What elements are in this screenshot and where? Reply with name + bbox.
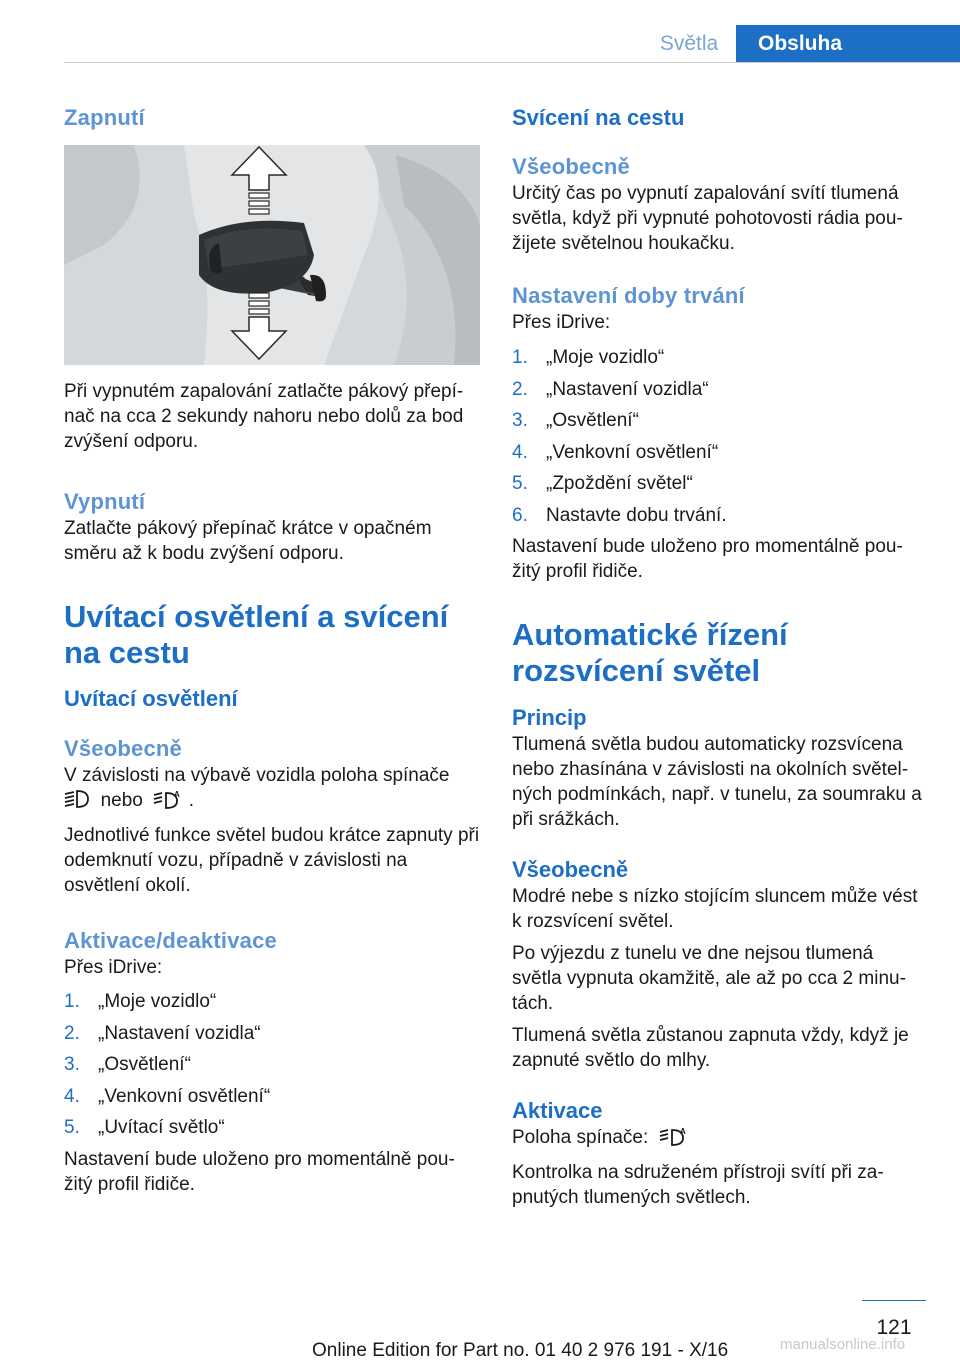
- auto-title: Automatické řízení rozsvícení světel: [512, 617, 788, 688]
- right-column: [512, 96, 926, 1210]
- uvitaci-title: Uvítací osvětlení a svícení na cestu: [64, 599, 449, 670]
- auto-light-icon: [659, 1126, 689, 1153]
- vseobecne-text-nebo: nebo: [100, 790, 143, 811]
- list-item: 5. „Zpoždění světel“: [512, 473, 693, 494]
- aktivace-text-a-label: Poloha spínače:: [512, 1127, 649, 1148]
- footer-rule: [862, 1300, 926, 1301]
- aktivace-text-b: Kontrolka na sdruženém přístroji svítí při za‐pnutých tlumených světlech.: [512, 1162, 884, 1208]
- page-number: 121: [876, 1316, 912, 1339]
- vseobecne-heading-right: Všeobecně: [512, 154, 630, 179]
- uvitaci-subtitle: Uvítací osvětlení: [64, 686, 238, 711]
- light-stalk-icon: [64, 145, 480, 365]
- aktivace-heading: Aktivace: [512, 1098, 603, 1123]
- vseobecne-heading: Všeobecně: [64, 736, 182, 761]
- aktivace-outro: Nastavení bude uloženo pro momentálně pou‐žitý profil řidiče.: [64, 1148, 455, 1195]
- princip-text: Tlumená světla budou automaticky rozsvícena nebo zhasínána v závislosti na okolních světel‐ných podmínkách, např. v tunelu, za soumraku a při srážkách.: [512, 734, 922, 830]
- vseobecne-text-a-part1: V závislosti na výbavě vozidla poloha spínače: [64, 765, 450, 786]
- vseobecne2-heading: Všeobecně: [512, 857, 629, 882]
- list-item: 4. „Venkovní osvětlení“: [512, 441, 719, 463]
- aktivace-text-a: [512, 1125, 926, 1153]
- left-column: [64, 96, 480, 1197]
- vseobecne2-text-a: Modré nebe s nízko stojícím sluncem může vést k rozsvícení světel.: [512, 886, 918, 932]
- vseobecne-text-end: .: [188, 790, 194, 811]
- zapnuti-heading: Zapnutí: [64, 105, 145, 130]
- vseobecne2-text-b: Po výjezdu z tunelu ve dne nejsou tlumená světla vypnuta okamžitě, ale až po cca 2 minu‐tách.: [512, 943, 906, 1014]
- aktivace-deaktivace-heading: Aktivace/deaktivace: [64, 928, 277, 953]
- list-item: 3. „Osvětlení“: [512, 410, 639, 431]
- vypnuti-heading: Vypnutí: [64, 489, 146, 514]
- doba-outro: Nastavení bude uloženo pro momentálně pou‐žitý profil řidiče.: [512, 536, 903, 582]
- section-tab: Světla: [642, 25, 736, 62]
- page-header: [0, 0, 960, 64]
- svic-title: Svícení na cestu: [512, 105, 685, 130]
- doba-intro: Přes iDrive:: [512, 312, 611, 333]
- watermark: manualsonline.info: [780, 1336, 906, 1353]
- vseobecne-text-right: Určitý čas po vypnutí zapalování svítí tlumená světla, když při vypnuté pohotovosti rádia pou‐žijete světelnou houkačku.: [512, 183, 903, 254]
- vseobecne-text-b: Jednotlivé funkce světel budou krátce zapnuty při odemknutí vozu, případně v závislosti na osvětlení okolí.: [64, 825, 480, 896]
- svg-text:A: A: [174, 790, 181, 799]
- zapnuti-text: Při vypnutém zapalování zatlačte pákový přepí‐nač na cca 2 sekundy nahoru nebo dolů za bod zvýšení odporu.: [64, 381, 464, 452]
- light-stalk-illustration: [64, 145, 480, 365]
- aktivace-intro: Přes iDrive:: [64, 957, 163, 978]
- svg-text:A: A: [679, 1127, 686, 1136]
- aktivace-steps: [64, 989, 480, 1147]
- list-item: 5. „Uvítací světlo“: [64, 1117, 225, 1138]
- list-item: 1. „Moje vozidlo“: [512, 347, 665, 368]
- list-item: 6. Nastavte dobu trvání.: [512, 504, 727, 526]
- vseobecne-text-a: [64, 763, 480, 816]
- vypnuti-text: Zatlačte pákový přepínač krátce v opačném směru až k bodu zvýšení odporu.: [64, 518, 432, 564]
- auto-light-icon: [153, 789, 183, 816]
- list-item: 2. „Nastavení vozidla“: [512, 378, 709, 400]
- low-beam-icon: [64, 789, 90, 816]
- princip-heading: Princip: [512, 705, 587, 730]
- list-item: 4. „Venkovní osvětlení“: [64, 1085, 271, 1107]
- header-rule: [64, 62, 960, 63]
- list-item: 1. „Moje vozidlo“: [64, 991, 217, 1012]
- edition-note: Online Edition for Part no. 01 40 2 976 191 - X/16: [312, 1340, 729, 1361]
- doba-heading: Nastavení doby trvání: [512, 283, 745, 308]
- list-item: 2. „Nastavení vozidla“: [64, 1022, 261, 1044]
- list-item: 3. „Osvětlení“: [64, 1054, 191, 1075]
- chapter-tab: Obsluha: [736, 25, 960, 62]
- vseobecne2-text-c: Tlumená světla zůstanou zapnuta vždy, když je zapnuté světlo do mlhy.: [512, 1025, 909, 1071]
- doba-steps: [512, 345, 926, 534]
